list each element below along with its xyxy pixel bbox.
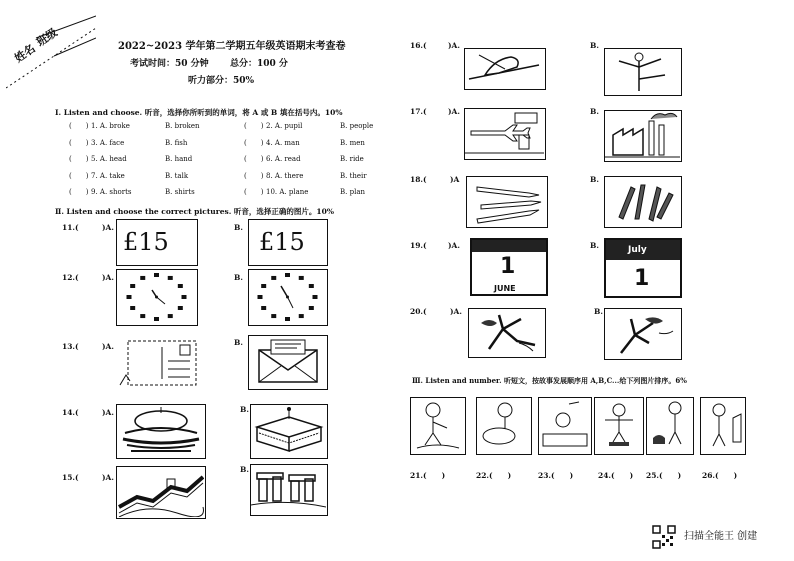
- q12-option-b-label: B.: [234, 273, 243, 282]
- clock-a-icon: [117, 270, 196, 324]
- girl-in-bed-icon: [539, 398, 590, 453]
- section1-answer-bracket[interactable]: ( ): [244, 122, 264, 130]
- story-picture-4[interactable]: [594, 397, 644, 455]
- scanner-watermark: 扫描全能王 创建: [684, 531, 758, 542]
- q20-option-a-label: )A.: [450, 307, 462, 316]
- q19-option-a-label: )A.: [448, 241, 460, 250]
- burger-icon: [117, 405, 204, 457]
- answer-26[interactable]: 26.( ): [702, 471, 738, 480]
- listening-share: 听力部分：50%: [188, 76, 255, 86]
- margin-class-label: 班级: [34, 25, 60, 50]
- skiing-icon: [465, 49, 544, 88]
- section1-option-a: 6. A. read: [266, 155, 301, 163]
- answer-22[interactable]: 22.( ): [476, 471, 512, 480]
- girl-with-dog-icon: [647, 398, 692, 453]
- sandwich-icon: [251, 405, 326, 457]
- section1-answer-bracket[interactable]: ( ): [69, 188, 89, 196]
- story-picture-5[interactable]: [646, 397, 694, 455]
- q12-option-a-label: )A.: [102, 273, 114, 282]
- q13-option-b-envelope[interactable]: [248, 335, 328, 390]
- q11-a-price: £15: [123, 228, 169, 256]
- calendar-a-rings: [472, 240, 546, 252]
- q11-b-price: £15: [259, 228, 305, 256]
- q11-option-b-label: B.: [234, 223, 243, 232]
- section1-heading: Ⅰ. Listen and choose. 听音，选择你所听到的单词，将 A 或 B 填在括号内。10%: [55, 108, 343, 117]
- section1-answer-bracket[interactable]: ( ): [69, 138, 89, 147]
- q11-number: 11.(: [62, 223, 79, 232]
- q16-option-b-label: B.: [590, 41, 599, 50]
- section1-option-a: 9. A. shorts: [91, 188, 132, 196]
- q15-option-a-great-wall[interactable]: [116, 466, 206, 519]
- q17-option-a-airport[interactable]: [464, 108, 546, 160]
- q14-option-a-label: )A.: [102, 408, 114, 417]
- section1-option-a: 4. A. man: [266, 138, 300, 147]
- great-wall-icon: [117, 467, 204, 517]
- section1-option-b: B. shirts: [165, 188, 195, 196]
- section1-answer-bracket[interactable]: ( ): [244, 188, 264, 196]
- clock-b-icon: [249, 270, 326, 324]
- section1-option-b: B. plan: [340, 188, 365, 196]
- section1-items: [55, 123, 375, 203]
- q16-option-a-label: )A.: [448, 41, 460, 50]
- section1-answer-bracket[interactable]: ( ): [244, 155, 264, 163]
- answer-25[interactable]: 25.( ): [646, 471, 682, 480]
- q20-option-a-tree[interactable]: [468, 308, 546, 358]
- section1-option-a: 3. A. face: [91, 138, 125, 147]
- q17-option-b-label: B.: [590, 107, 599, 116]
- story-picture-6[interactable]: [700, 397, 746, 455]
- story-picture-1[interactable]: [410, 397, 466, 455]
- section1-option-b: B. talk: [165, 171, 189, 180]
- q12-number: 12.(: [62, 273, 79, 282]
- postcard-icon: [118, 337, 198, 389]
- answer-21[interactable]: 21.( ): [410, 471, 446, 480]
- q19-option-b-label: B.: [590, 241, 599, 250]
- qr-code-icon: [652, 525, 676, 549]
- envelope-icon: [249, 336, 326, 388]
- section1-option-a: 2. A. pupil: [266, 122, 303, 130]
- section1-option-a: 7. A. take: [91, 171, 125, 180]
- calendar-b-month: July: [628, 245, 647, 255]
- q18-number: 18.(: [410, 175, 427, 184]
- q11-answer-bracket[interactable]: [80, 220, 102, 234]
- q20-number: 20.(: [410, 307, 427, 316]
- q14-option-a-burger[interactable]: [116, 404, 206, 459]
- q11-option-a-image[interactable]: [116, 219, 198, 266]
- answer-23[interactable]: 23.( ): [538, 471, 574, 480]
- q17-number: 17.(: [410, 107, 427, 116]
- skating-icon: [605, 49, 680, 94]
- q19-option-b-calendar[interactable]: [604, 238, 682, 298]
- q16-option-b-skater[interactable]: [604, 48, 682, 96]
- calendar-a-month: JUNE: [494, 284, 516, 293]
- q20-option-b-tree[interactable]: [604, 308, 682, 360]
- section1-option-a: 10. A. plane: [266, 188, 309, 196]
- q12-option-b-clock[interactable]: [248, 269, 328, 326]
- story-picture-3[interactable]: [538, 397, 592, 455]
- pencils-lying-icon: [467, 177, 546, 226]
- q12-option-a-clock[interactable]: [116, 269, 198, 326]
- girl-watering-icon: [411, 398, 464, 453]
- section1-option-b: B. their: [340, 171, 367, 180]
- story-picture-2[interactable]: [476, 397, 532, 455]
- q13-option-a-postcard[interactable]: [118, 337, 198, 389]
- q18-option-a-label: )A: [450, 175, 460, 184]
- q14-option-b-sandwich[interactable]: [250, 404, 328, 459]
- pencils-standing-icon: [605, 177, 680, 226]
- section1-answer-bracket[interactable]: ( ): [244, 138, 264, 147]
- section1-option-b: B. people: [340, 122, 374, 130]
- section1-option-a: 5. A. head: [91, 155, 127, 163]
- q19-number: 19.(: [410, 241, 427, 250]
- q18-option-b-pencils[interactable]: [604, 176, 682, 228]
- q13-number: 13.(: [62, 342, 79, 351]
- section1-option-b: B. hand: [165, 155, 193, 163]
- margin-name-label: 姓名: [12, 41, 38, 66]
- section1-option-b: B. ride: [340, 155, 364, 163]
- girl-at-door-icon: [701, 398, 744, 453]
- q14-number: 14.(: [62, 408, 79, 417]
- tree-wind-icon: [605, 309, 680, 358]
- section2-heading: Ⅱ. Listen and choose the correct pictures. 听音，选择正确的图片。10%: [55, 207, 334, 216]
- broken-tree-icon: [469, 309, 544, 356]
- exam-title: 2022~2023 学年第二学期五年级英语期末考查卷: [118, 41, 346, 52]
- stonehenge-icon: [251, 465, 326, 514]
- q18-option-b-label: B.: [590, 175, 599, 184]
- q15-option-a-label: )A.: [102, 473, 114, 482]
- girl-skating-icon: [595, 398, 642, 453]
- calendar-b-day: 1: [634, 266, 650, 291]
- section1-answer-bracket[interactable]: ( ): [69, 122, 89, 130]
- q15-number: 15.(: [62, 473, 79, 482]
- section1-answer-bracket[interactable]: ( ): [69, 171, 89, 180]
- factory-icon: [605, 111, 680, 160]
- q11-option-a-label: )A.: [102, 223, 114, 232]
- section1-answer-bracket[interactable]: ( ): [69, 155, 89, 163]
- section1-option-b: B. fish: [165, 138, 188, 147]
- q17-option-b-factory[interactable]: [604, 110, 682, 162]
- airport-icon: [465, 109, 544, 158]
- q14-option-b-label: B.: [240, 405, 249, 414]
- q15-option-b-label: B.: [240, 465, 249, 474]
- section1-option-a: 8. A. there: [266, 171, 304, 180]
- girl-washing-icon: [477, 398, 530, 453]
- q17-option-a-label: )A.: [448, 107, 460, 116]
- section3-heading: Ⅲ. Listen and number. 听短文，按故事发展顺序用 A,B,C...给下列图片排序。6%: [412, 376, 687, 385]
- q15-option-b-stonehenge[interactable]: [250, 464, 328, 516]
- calendar-a-day: 1: [500, 254, 516, 279]
- exam-time: 考试时间：50 分钟: [130, 59, 209, 69]
- q13-option-b-label: B.: [234, 338, 243, 347]
- q20-option-b-label: B.: [594, 307, 603, 316]
- q19-option-a-calendar[interactable]: [470, 238, 548, 296]
- margin-fields: [6, 8, 96, 108]
- answer-24[interactable]: 24.( ): [598, 471, 634, 480]
- q16-option-a-skier[interactable]: [464, 48, 546, 90]
- q16-number: 16.(: [410, 41, 427, 50]
- section1-option-b: B. broken: [165, 122, 200, 130]
- exam-score: 总分：100 分: [230, 59, 288, 69]
- q11-option-b-image[interactable]: [248, 219, 328, 266]
- q18-option-a-pencils[interactable]: [466, 176, 548, 228]
- section1-option-a: 1. A. broke: [91, 122, 130, 130]
- section1-answer-bracket[interactable]: ( ): [244, 171, 264, 180]
- section1-option-b: B. men: [340, 138, 365, 147]
- q13-option-a-label: )A.: [102, 342, 114, 351]
